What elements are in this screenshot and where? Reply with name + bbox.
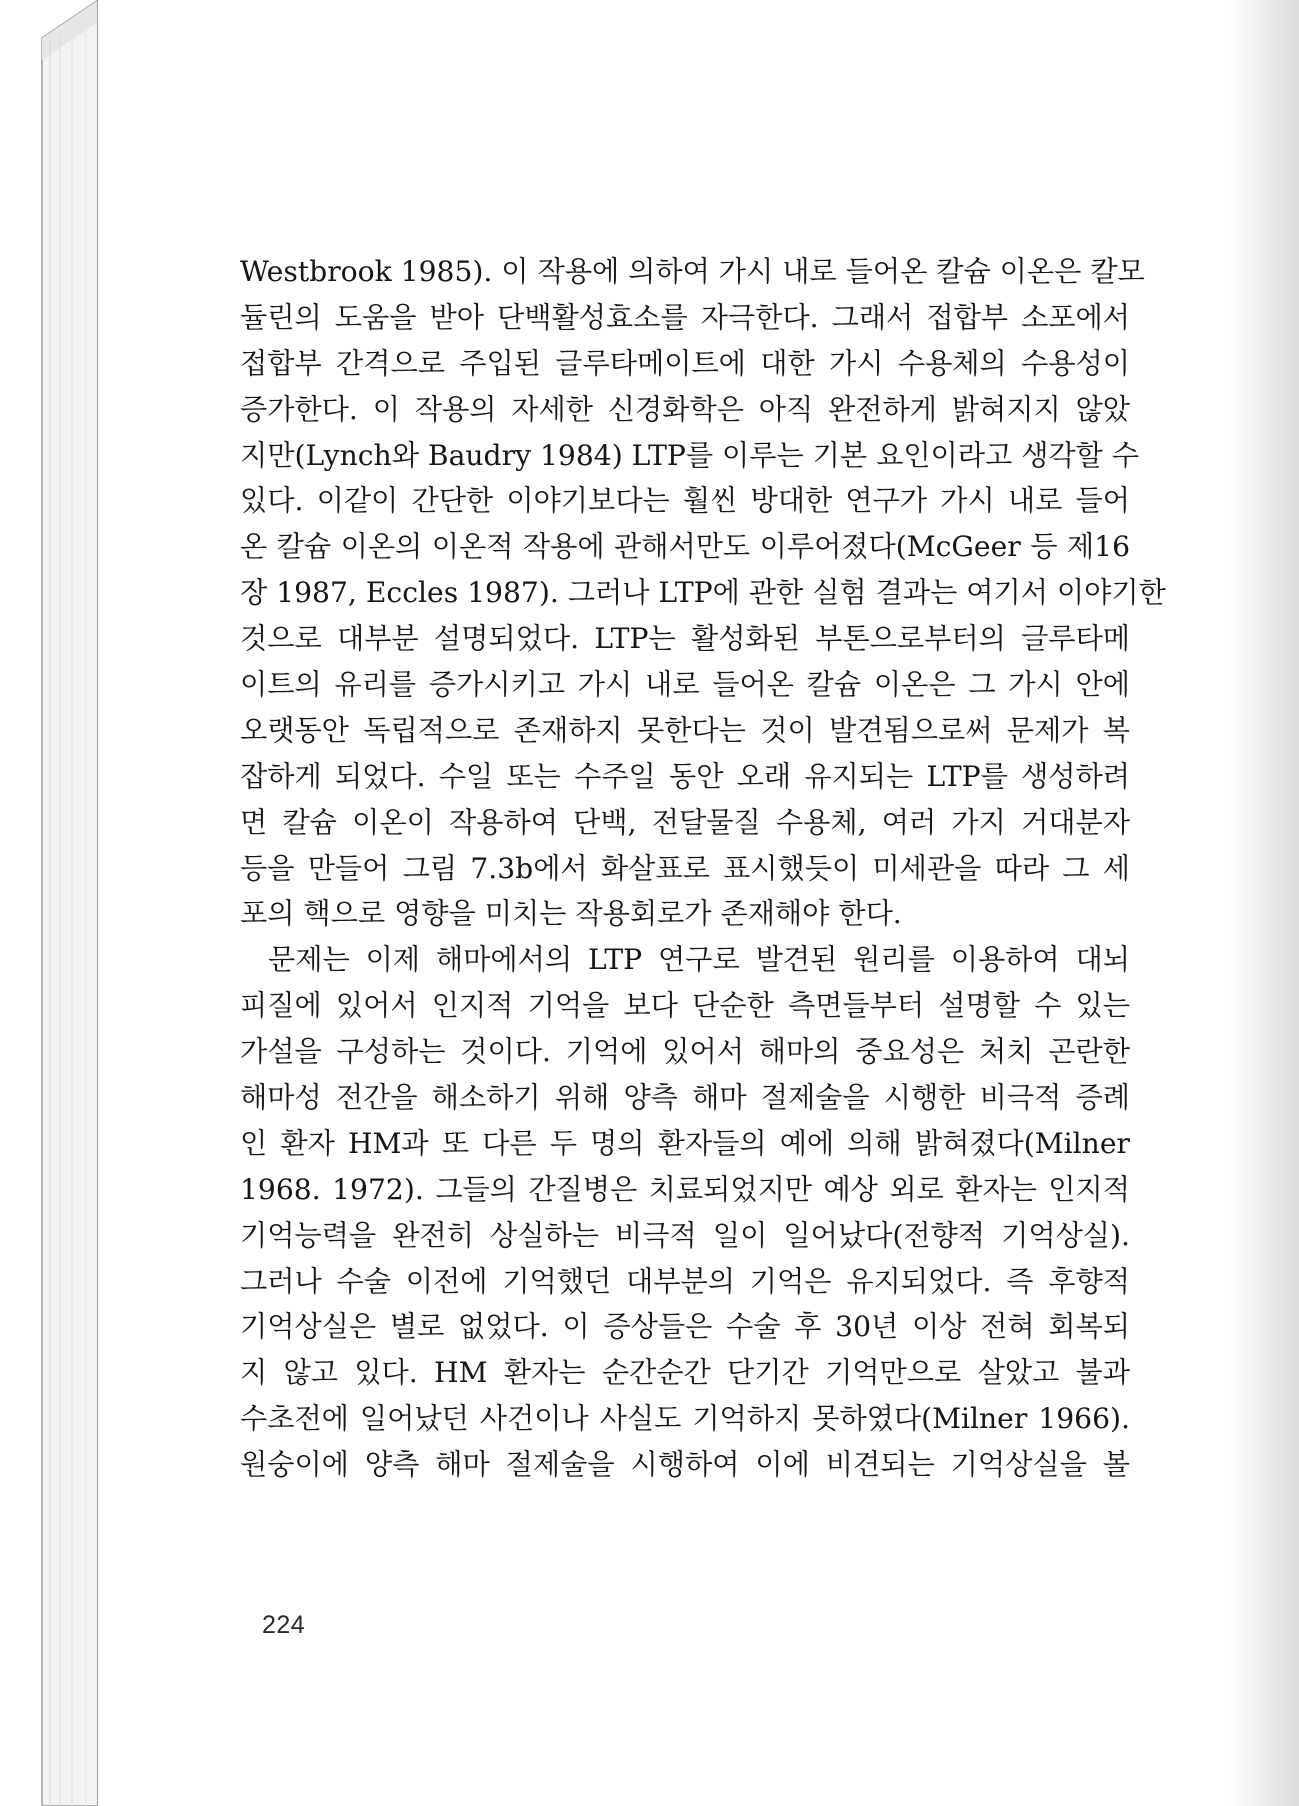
text-line: 있다. 이같이 간단한 이야기보다는 훨씬 방대한 연구가 가시 내로 들어 [240, 484, 1130, 518]
text-line: 면 칼슘 이온이 작용하여 단백, 전달물질 수용체, 여러 가지 거대분자 [240, 805, 1130, 839]
body-text [240, 249, 1166, 1488]
text-line: 듈린의 도움을 받아 단백활성효소를 자극한다. 그래서 접합부 소포에서 [240, 300, 1130, 334]
text-line: 피질에 있어서 인지적 기억을 보다 단순한 측면들부터 설명할 수 있는 [240, 989, 1130, 1023]
text-line: 오랫동안 독립적으로 존재하지 못한다는 것이 발견됨으로써 문제가 복 [240, 713, 1130, 747]
text-line: 수초전에 일어났던 사건이나 사실도 기억하지 못하였다(Milner 1966). [240, 1402, 1130, 1436]
text-line: 기억능력을 완전히 상실하는 비극적 일이 일어났다(전향적 기억상실). [240, 1218, 1130, 1252]
paragraph-start-line: 문제는 이제 해마에서의 LTP 연구로 발견된 원리를 이용하여 대뇌 [268, 943, 1130, 977]
text-line: 지만(Lynch와 Baudry 1984) LTP를 이루는 기본 요인이라고 생각할 수 [240, 438, 1140, 472]
text-line: 온 칼슘 이온의 이온적 작용에 관해서만도 이루어졌다(McGeer 등 제16 [240, 530, 1130, 564]
text-line: 접합부 간격으로 주입된 글루타메이트에 대한 가시 수용체의 수용성이 [240, 346, 1130, 380]
page-shadow [1229, 0, 1299, 1806]
text-line: 지 않고 있다. HM 환자는 순간순간 단기간 기억만으로 살았고 불과 [240, 1356, 1130, 1390]
text-line: 해마성 전간을 해소하기 위해 양측 해마 절제술을 시행한 비극적 증례 [240, 1081, 1130, 1115]
text-line: 원숭이에 양측 해마 절제술을 시행하여 이에 비견되는 기억상실을 볼 [240, 1448, 1130, 1482]
text-line: 잡하게 되었다. 수일 또는 수주일 동안 오래 유지되는 LTP를 생성하려 [240, 759, 1130, 793]
text-line: 기억상실은 별로 없었다. 이 증상들은 수술 후 30년 이상 전혀 회복되 [240, 1310, 1130, 1344]
text-line: 증가한다. 이 작용의 자세한 신경화학은 아직 완전하게 밝혀지지 않았 [240, 392, 1130, 426]
text-line: 1968. 1972). 그들의 간질병은 치료되었지만 예상 외로 환자는 인지적 [240, 1172, 1130, 1206]
text-line: 것으로 대부분 설명되었다. LTP는 활성화된 부톤으로부터의 글루타메 [240, 622, 1130, 656]
text-line: Westbrook 1985). 이 작용에 의하여 가시 내로 들어온 칼슘 이온은 칼모 [240, 255, 1145, 288]
text-line: 그러나 수술 이전에 기억했던 대부분의 기억은 유지되었다. 즉 후향적 [240, 1264, 1130, 1298]
text-line: 장 1987, Eccles 1987). 그러나 LTP에 관한 실험 결과는 여기서 이야기한 [240, 576, 1166, 610]
page-number: 224 [262, 1611, 306, 1639]
text-line: 인 환자 HM과 또 다른 두 명의 환자들의 예에 의해 밝혀졌다(Milner [240, 1126, 1130, 1160]
text-line: 이트의 유리를 증가시키고 가시 내로 들어온 칼슘 이온은 그 가시 안에 [240, 668, 1130, 702]
text-line: 포의 핵으로 영향을 미치는 작용회로가 존재해야 한다. [240, 897, 902, 931]
text-line: 등을 만들어 그림 7.3b에서 화살표로 표시했듯이 미세관을 따라 그 세 [240, 851, 1130, 885]
text-line: 가설을 구성하는 것이다. 기억에 있어서 해마의 중요성은 처치 곤란한 [240, 1035, 1130, 1069]
